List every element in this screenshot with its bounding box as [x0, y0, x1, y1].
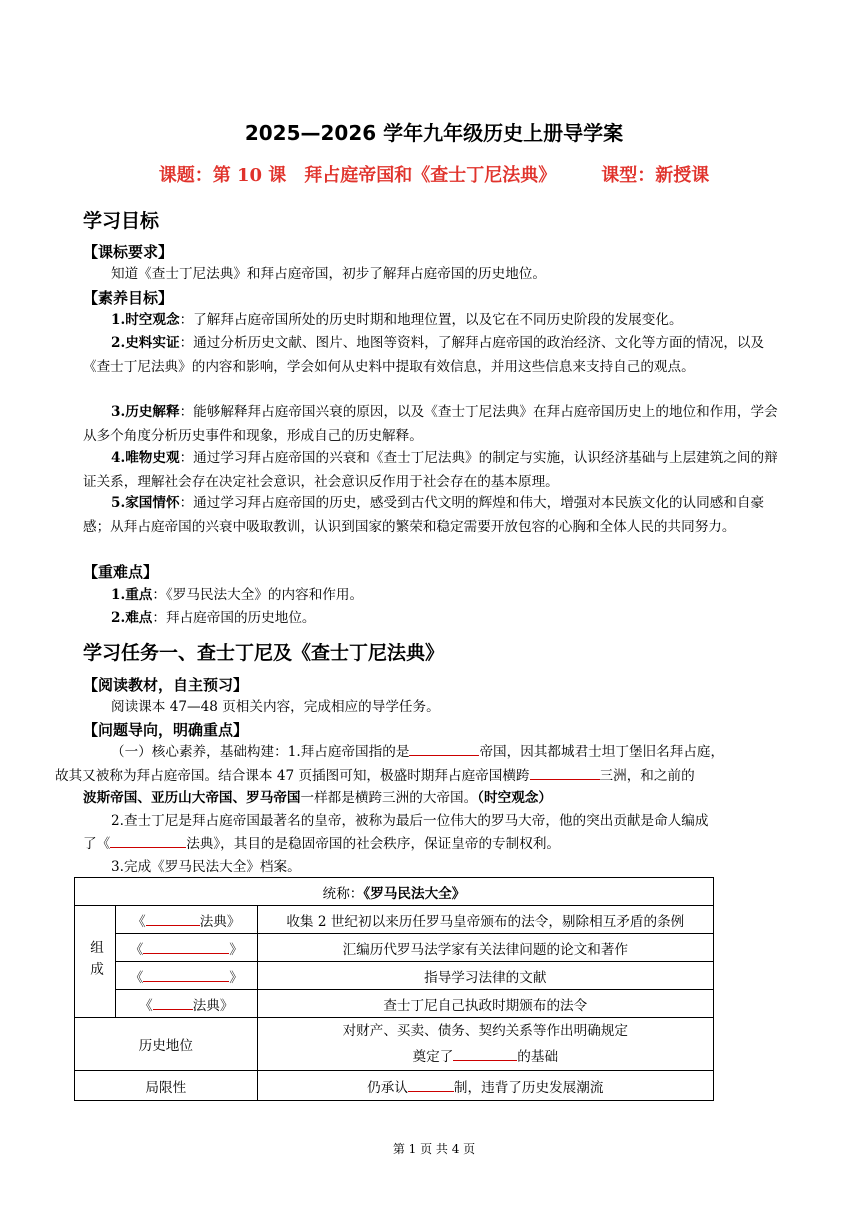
- answer-blank[interactable]: [409, 741, 479, 756]
- component-name: [116, 962, 258, 990]
- table-header: [75, 878, 714, 906]
- key-point-text: ：拜占庭帝国的历史地位。: [152, 610, 316, 626]
- q1-text: 一样都是横跨三洲的大帝国。: [300, 790, 478, 806]
- goal-label: 2.史料实证: [111, 335, 180, 351]
- component-desc: 汇编历代罗马法学家有关法律问题的论文和著作: [257, 934, 713, 962]
- goal-text: ：能够解释拜占庭帝国兴衰的原因，以及《查士丁尼法典》在拜占庭帝国历史上的地位和作用，学会从多个角度分析历史事件和现象，形成自己的历史解释。: [83, 404, 778, 444]
- goal-label: 1.时空观念: [111, 312, 180, 328]
- status-label: 历史地位: [75, 1018, 258, 1071]
- goal-item: [83, 332, 785, 379]
- table-row: [75, 990, 714, 1018]
- component-desc: 查士丁尼自己执政时期颁布的法令: [257, 990, 713, 1018]
- component-desc: 收集 2 世纪初以来历任罗马皇帝颁布的法令，剔除相互矛盾的条例: [257, 906, 713, 934]
- q2-text: 了《: [83, 836, 111, 852]
- standards-text: 知道《查士丁尼法典》和拜占庭帝国，初步了解拜占庭帝国的历史地位。: [111, 266, 546, 282]
- q1-text: 帝国，因其都城君士坦丁堡旧名拜占庭，: [479, 744, 725, 760]
- component-name: [116, 906, 258, 934]
- literacy-tag: （时空观念）: [477, 790, 552, 806]
- bracket: 《: [132, 913, 146, 930]
- question-2: [83, 810, 785, 834]
- answer-blank[interactable]: [110, 833, 186, 848]
- q2-text: 2.查士丁尼是拜占庭帝国最著名的皇帝，被称为最后一位伟大的罗马大帝，他的突出贡献是命人编成: [111, 813, 709, 829]
- section-heading-goals: 学习目标: [83, 210, 160, 232]
- goal-text: ：通过学习拜占庭帝国的兴衰和《查士丁尼法典》的制定与实施，认识经济基础与上层建筑之间的辩证关系，理解社会存在决定社会意识，社会意识反作用于社会存在的基本原理。: [83, 450, 778, 490]
- answer-blank[interactable]: [530, 765, 600, 780]
- bracket: 法典》: [199, 913, 241, 930]
- read-text: 阅读课本 47—48 页相关内容，完成相应的导学任务。: [111, 699, 440, 715]
- q1-text: 三洲，和之前的: [599, 767, 695, 784]
- limit-text: 制，违背了历史发展潮流: [453, 1079, 604, 1096]
- civil-law-table: [74, 877, 714, 1101]
- component-desc: 指导学习法律的文献: [257, 962, 713, 990]
- goal-label: 4.唯物史观: [111, 450, 180, 466]
- read-label: 【阅读教材，自主预习】: [83, 676, 249, 694]
- status-line: 奠定了: [412, 1049, 454, 1065]
- header-prefix: 统称：: [322, 885, 364, 902]
- table-row: [75, 1018, 714, 1071]
- status-line: 对财产、买卖、债务、契约关系等作出明确规定: [342, 1023, 629, 1039]
- component-name: [116, 934, 258, 962]
- limit-label: 局限性: [75, 1071, 258, 1101]
- q2-text: 法典》，其目的是稳固帝国的社会秩序，保证皇帝的专制权利。: [186, 836, 561, 852]
- status-line: 的基础: [517, 1049, 559, 1065]
- table-row: [75, 906, 714, 934]
- table-row: [75, 1071, 714, 1101]
- lesson-subtitle: 课题：第 10 课 拜占庭帝国和《查士丁尼法典》 课型：新授课: [158, 165, 710, 186]
- question-1-cont: [83, 787, 785, 811]
- goal-item: [83, 492, 785, 539]
- question-1: [55, 741, 785, 788]
- limit-text: 仍承认: [367, 1079, 408, 1096]
- q1-text: 故其又被称为拜占庭帝国。结合课本 47 页插图可知，极盛时期拜占庭帝国横跨: [55, 767, 530, 784]
- answer-blank[interactable]: [408, 1077, 454, 1092]
- limit-content: [257, 1071, 713, 1101]
- status-content: [257, 1018, 713, 1071]
- section-heading-task1: 学习任务一、查士丁尼及《查士丁尼法典》: [83, 642, 445, 664]
- document-title: 2025—2026 学年九年级历史上册导学案: [244, 121, 624, 145]
- literacy-label: 【素养目标】: [83, 289, 174, 307]
- goal-text: ：通过学习拜占庭帝国的历史，感受到古代文明的辉煌和伟大，增强对本民族文化的认同感和自豪感；从拜占庭帝国的兴衰中吸取教训，认识到国家的繁荣和稳定需要开放包容的心胸和全体人民的共同努力。: [83, 495, 765, 535]
- answer-blank[interactable]: [146, 911, 200, 926]
- key-point-item: [83, 607, 785, 631]
- header-title: 《罗马民法大全》: [363, 885, 466, 902]
- q1-text: （一）核心素养，基础构建：1.拜占庭帝国指的是: [111, 744, 410, 760]
- component-name: [116, 990, 258, 1018]
- answer-blank[interactable]: [143, 967, 229, 982]
- answer-blank[interactable]: [453, 1046, 517, 1061]
- bracket: 》: [229, 969, 243, 986]
- question-3: 3.完成《罗马民法大全》档案。: [111, 859, 301, 875]
- key-point-label: 2.难点: [111, 610, 153, 626]
- goal-label: 3.历史解释: [111, 404, 180, 420]
- group-label: 组成: [75, 906, 116, 1018]
- answer-blank[interactable]: [153, 995, 193, 1010]
- question-2-cont: [83, 833, 785, 857]
- key-point-text: ：《罗马民法大全》的内容和作用。: [152, 587, 364, 603]
- bracket: 《: [129, 969, 144, 986]
- table-row: [75, 962, 714, 990]
- goal-text: ：了解拜占庭帝国所处的历史时期和地理位置，以及它在不同历史阶段的发展变化。: [179, 312, 683, 328]
- goal-item: [83, 309, 785, 333]
- table-row: [75, 934, 714, 962]
- answer-blank[interactable]: [143, 939, 229, 954]
- goal-text: ：通过分析历史文献、图片、地图等资料，了解拜占庭帝国的政治经济、文化等方面的情况，以及《查士丁尼法典》的内容和影响，学会如何从史料中提取有效信息，并用这些信息来支持自己的观点。: [83, 335, 765, 375]
- bracket: 法典》: [192, 997, 234, 1014]
- guide-label: 【问题导向，明确重点】: [83, 721, 249, 739]
- bracket: 《: [129, 941, 144, 958]
- empires-list: 波斯帝国、亚历山大帝国、罗马帝国: [83, 790, 301, 806]
- page-footer: 第 1 页 共 4 页: [392, 1142, 476, 1156]
- key-points-label: 【重难点】: [83, 563, 159, 581]
- goal-item: [83, 401, 785, 448]
- key-point-label: 1.重点: [111, 587, 153, 603]
- goal-label: 5.家国情怀: [111, 495, 180, 511]
- goal-item: [83, 447, 785, 494]
- bracket: 《: [139, 997, 153, 1014]
- key-point-item: [83, 584, 785, 608]
- standards-label: 【课标要求】: [83, 243, 174, 261]
- bracket: 》: [229, 941, 243, 958]
